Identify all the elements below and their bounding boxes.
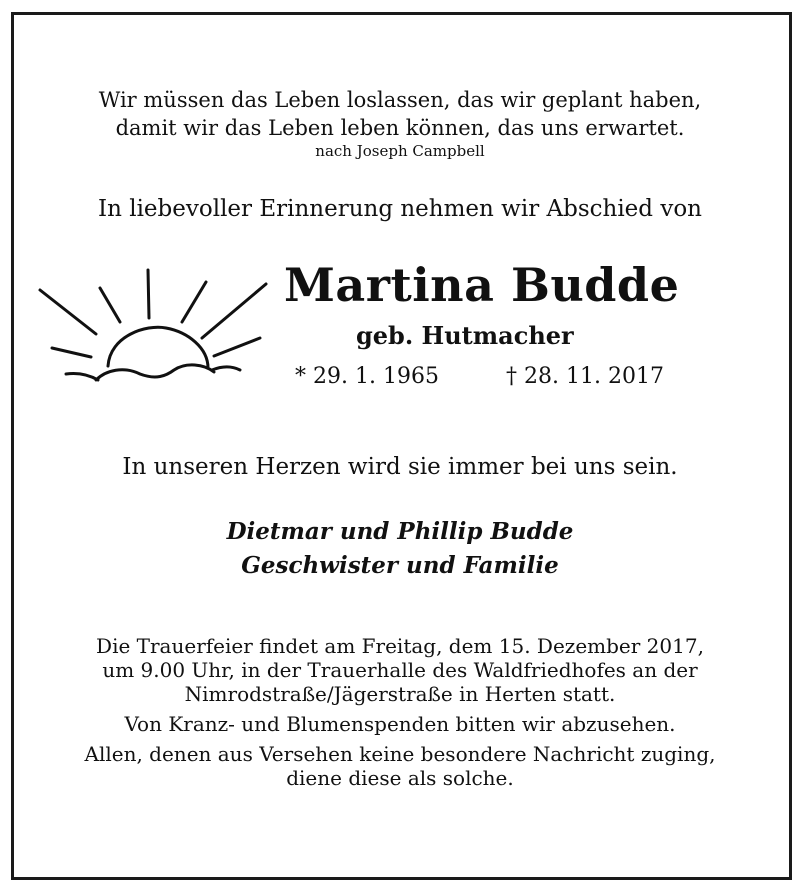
quote-line-1: Wir müssen das Leben loslassen, das wir geplant haben,: [98, 88, 702, 112]
deceased-name: Martina Budde: [284, 258, 680, 312]
info-line-4: Von Kranz- und Blumenspenden bitten wir abzusehen.: [124, 712, 676, 736]
quote: [0, 86, 800, 142]
info-line-6: diene diese als solche.: [286, 766, 514, 790]
funeral-info: [0, 634, 800, 790]
death-date: † 28. 11. 2017: [506, 364, 664, 389]
info-line-1: Die Trauerfeier findet am Freitag, dem 15. Dezember 2017,: [96, 634, 704, 658]
quote-line-2: damit wir das Leben leben können, das uns erwartet.: [115, 116, 685, 140]
intro-text: In liebevoller Erinnerung nehmen wir Abschied von: [98, 196, 702, 222]
sunset-icon: [36, 262, 276, 397]
mourners-line-1: Dietmar und Phillip Budde: [226, 518, 574, 545]
birth-date: * 29. 1. 1965: [295, 364, 439, 389]
memorial-line: In unseren Herzen wird sie immer bei uns sein.: [122, 454, 678, 480]
mourners-line-2: Geschwister und Familie: [241, 552, 559, 579]
maiden-name: geb. Hutmacher: [356, 321, 574, 350]
quote-source: nach Joseph Campbell: [315, 142, 485, 160]
info-line-5: Allen, denen aus Versehen keine besondere Nachricht zuging,: [84, 742, 716, 766]
info-line-3: Nimrodstraße/Jägerstraße in Herten statt.: [184, 682, 616, 706]
info-line-2: um 9.00 Uhr, in der Trauerhalle des Waldfriedhofes an der: [102, 658, 698, 682]
